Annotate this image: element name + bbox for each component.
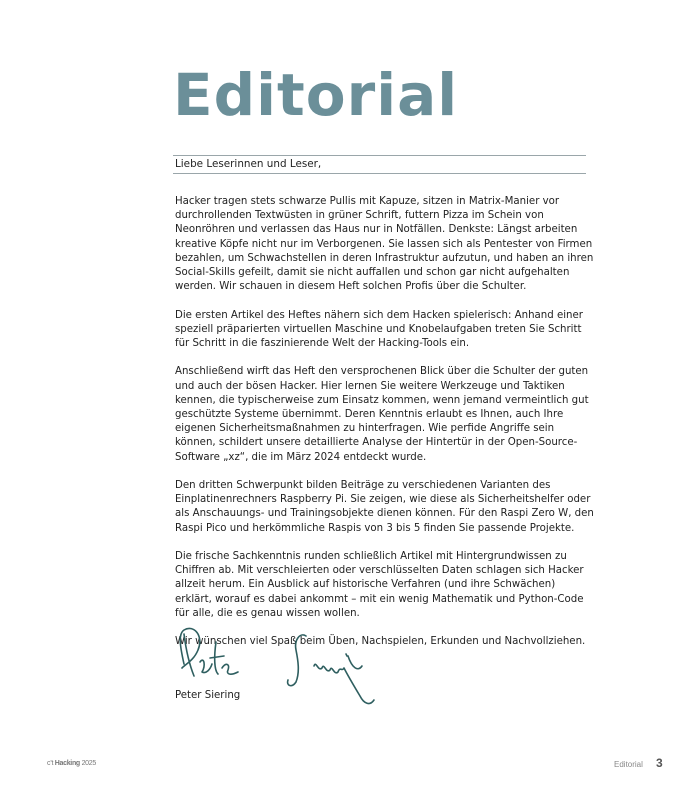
paragraph: Hacker tragen stets schwarze Pullis mit Kapuze, sitzen in Matrix-Manier vor durchrollenden Textwüsten in grüner Schrift, futtern Pizza im Schein von Neonröhren und verlassen das Haus nur in Notfällen. Denkste: Längst arbeiten kreative Köpfe nicht nur im Verborgenen. Sie lassen sich als Pentester von Firmen bezahlen, um Schwachstellen in deren Infrastruktur aufzutun, und haben an ihren Social-Skills gefeilt, damit sie nicht auffallen und schon gar nicht aufgehalten werden. Wir schauen in diesem Heft solchen Profis über die Schulter. [175,196,594,293]
page-number: 3 [656,756,663,770]
page-title: Editorial [173,61,459,129]
publication-name: Hacking [54,760,80,767]
divider-top [173,155,586,156]
publication-prefix: c’t [47,760,54,767]
signature-stroke-p [180,628,200,676]
footer-section: Editorial [614,760,643,769]
divider-bottom [173,173,586,174]
paragraph: Den dritten Schwerpunkt bilden Beiträge zu verschiedenen Varianten des Einplatinenrechners Raspberry Pi. Sie zeigen, wie diese als Sicherheitshelfer oder als Anschauungs- und Trainingsobjekte dienen können. Für den Raspi Zero W, den Raspi Pico und herkömmliche Raspis von 3 bis 5 finden Sie passende Projekte. [175,480,594,534]
salutation: Liebe Leserinnen und Leser, [175,158,322,170]
signature-stroke-iering [314,654,374,703]
author-name: Peter Siering [175,690,241,701]
signature-stroke-s [288,635,306,686]
editorial-body [175,195,595,664]
paragraph: Die frische Sachkenntnis runden schließlich Artikel mit Hintergrundwissen zu Chiffren ab. Mit verschleierten oder verschlüsselten Daten schlagen sich Hacker allzeit herum. Ein Ausblick auf historische Verfahren (und ihre Schwächen) erklärt, worauf es dabei ankommt – mit ein wenig Mathematik und Python-Code für alle, die es genau wissen wollen. [175,551,584,619]
signature-stroke-ete [200,642,238,674]
publication-year: 2025 [81,760,96,767]
paragraph: Wir wünschen viel Spaß beim Üben, Nachspielen, Erkunden und Nachvollziehen. [175,636,586,648]
paragraph: Die ersten Artikel des Heftes nähern sich dem Hacken spielerisch: Anhand einer speziell präparierten virtuellen Maschine und Knobelaufgaben treten Sie Schritt für Schritt in die faszinierende Welt der Hacking-Tools ein. [175,309,583,350]
footer-publication [47,760,96,767]
paragraph: Anschließend wirft das Heft den versprochenen Blick über die Schulter der guten und auch der bösen Hacker. Hier lernen Sie weitere Werkzeuge und Taktiken kennen, die typischerweise zum Einsatz kommen, wenn jemand vermeintlich gut geschützte Systeme übernimmt. Deren Kenntnis erlaubt es Ihnen, auch Ihre eigenen Sicherheitsmaßnahmen zu hinterfragen. Wie perfide Angriffe sein können, schildert unsere detaillierte Analyse der Hintertür in der Open-Source-Software „xz“, die im März 2024 entdeckt wurde. [175,366,589,463]
